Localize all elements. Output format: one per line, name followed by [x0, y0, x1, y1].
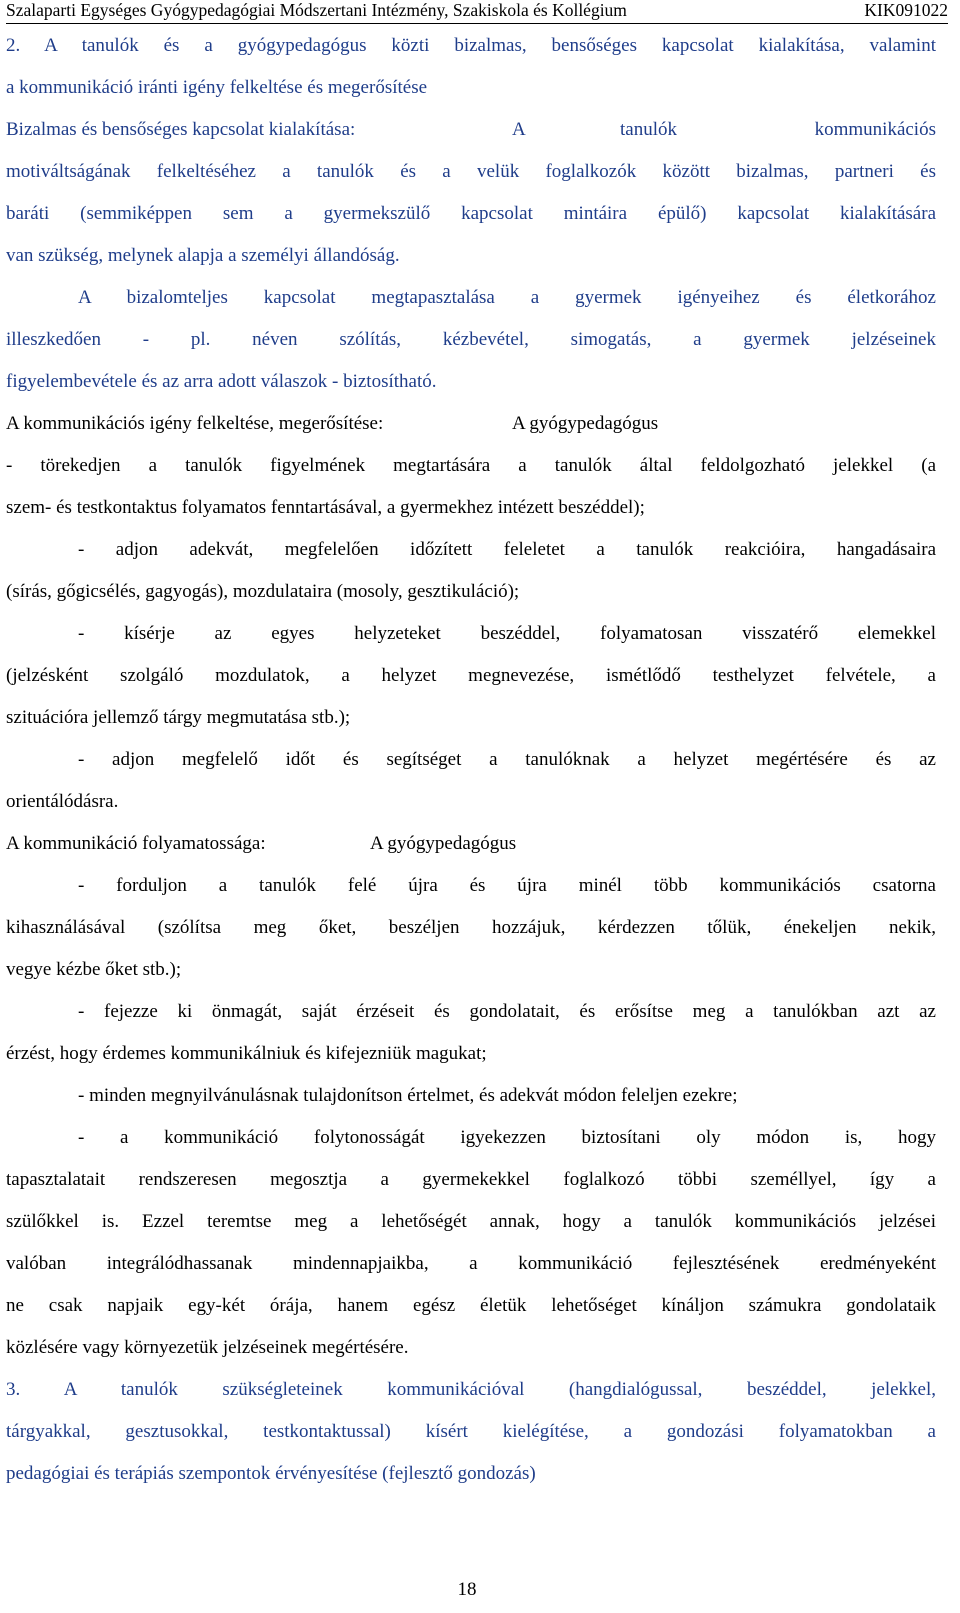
section-2-heading-line-1: 2. A tanulók és a gyógypedagógus közti bizalmas, bensőséges kapcsolat kialakítása, valamint: [6, 35, 936, 56]
body-line: A bizalomteljes kapcsolat megtapasztalása a gyermek igényeihez és életkorához: [78, 287, 936, 308]
subheading-word-a: A: [512, 119, 526, 140]
subheading-communication-need-subject: A gyógypedagógus: [512, 413, 659, 434]
body-line: vegye kézbe őket stb.);: [6, 959, 182, 980]
body-line: - adjon megfelelő időt és segítséget a tanulóknak a helyzet megértésére és az: [78, 749, 936, 770]
body-line: baráti (semmiképpen sem a gyermekszülő kapcsolat mintáira épülő) kapcsolat kialakítására: [6, 203, 936, 224]
body-line: figyelembevétele és az arra adott válaszok - biztosítható.: [6, 371, 437, 392]
body-line: szem- és testkontaktus folyamatos fenntartásával, a gyermekhez intézett beszéddel);: [6, 497, 645, 518]
header-code: KIK091022: [864, 0, 948, 20]
section-2-heading-line-2: a kommunikáció iránti igény felkeltése és megerősítése: [6, 77, 428, 98]
subheading-word-kommunikacios: kommunikációs: [814, 119, 936, 140]
subheading-trust: [6, 118, 960, 142]
subheading-communication-need-label: A kommunikációs igény felkeltése, megerősítése:: [6, 413, 384, 434]
body-line: szituációra jellemző tárgy megmutatása stb.);: [6, 707, 351, 728]
body-line: kihasználásával (szólítsa meg őket, beszéljen hozzájuk, kérdezzen tőlük, énekeljen nekik,: [6, 917, 936, 938]
body-line: ne csak napjaik egy-két órája, hanem egész életük lehetőséget kínáljon számukra gondolataik: [6, 1295, 936, 1316]
body-line: - a kommunikáció folytonosságát igyekezzen biztosítani oly módon is, hogy: [78, 1127, 936, 1148]
body-line: (sírás, gőgicsélés, gagyogás), mozdulataira (mosoly, gesztikuláció);: [6, 581, 520, 602]
body-line: orientálódásra.: [6, 791, 119, 812]
body-line: - kísérje az egyes helyzeteket beszéddel, folyamatosan visszatérő elemekkel: [78, 623, 936, 644]
body-line: - törekedjen a tanulók figyelmének megtartására a tanulók által feldolgozható jelekkel (a: [6, 455, 936, 476]
body-line: illeszkedően - pl. néven szólítás, kézbevétel, simogatás, a gyermek jelzéseinek: [6, 329, 936, 350]
subheading-word-tanulok: tanulók: [620, 119, 677, 140]
body-line: közlésére vagy környezetük jelzéseinek megértésére.: [6, 1337, 409, 1358]
header-institution: Szalaparti Egységes Gyógypedagógiai Módszertani Intézmény, Szakiskola és Kollégium: [6, 0, 627, 20]
body-line: van szükség, melynek alapja a személyi állandóság.: [6, 245, 400, 266]
page-number: 18: [457, 1579, 477, 1600]
subheading-continuity-subject: A gyógypedagógus: [370, 833, 517, 854]
body-line: valóban integrálódhassanak mindennapjaikba, a kommunikáció fejlesztésének eredményeként: [6, 1253, 936, 1274]
section-3-heading-line-3: pedagógiai és terápiás szempontok érvényesítése (fejlesztő gondozás): [6, 1463, 536, 1484]
header-rule: [6, 23, 948, 24]
body-line: (jelzésként szolgáló mozdulatok, a helyzet megnevezése, ismétlődő testhelyzet felvétele, a: [6, 665, 936, 686]
body-line: motiváltságának felkeltéséhez a tanulók és a velük foglalkozók között bizalmas, partneri és: [6, 161, 936, 182]
body-line: - minden megnyilvánulásnak tulajdonítson értelmet, és adekvát módon feleljen ezekre;: [78, 1085, 738, 1106]
body-line: - adjon adekvát, megfelelően időzített feleletet a tanulók reakcióira, hangadásaira: [78, 539, 936, 560]
body-line: - forduljon a tanulók felé újra és újra minél több kommunikációs csatorna: [78, 875, 936, 896]
subheading-continuity-label: A kommunikáció folyamatossága:: [6, 833, 266, 854]
body-line: szülőkkel is. Ezzel teremtse meg a lehetőségét annak, hogy a tanulók kommunikációs jelzései: [6, 1211, 936, 1232]
section-3-heading-line-2: tárgyakkal, gesztusokkal, testkontaktussal) kísért kielégítése, a gondozási folyamatokban a: [6, 1421, 936, 1442]
page-header: [0, 0, 948, 20]
body-line: érzést, hogy érdemes kommunikálniuk és kifejezniük magukat;: [6, 1043, 487, 1064]
subheading-continuity: [6, 832, 960, 856]
body-line: - fejezze ki önmagát, saját érzéseit és gondolatait, és erősítse meg a tanulókban azt az: [78, 1001, 936, 1022]
subheading-communication-need: [6, 412, 960, 436]
body-line: tapasztalatait rendszeresen megosztja a gyermekekkel foglalkozó többi személlyel, így a: [6, 1169, 936, 1190]
subheading-trust-label: Bizalmas és bensőséges kapcsolat kialakítása:: [6, 119, 356, 140]
section-3-heading-line-1: 3. A tanulók szükségleteinek kommunikációval (hangdialógussal, beszéddel, jelekkel,: [6, 1379, 936, 1400]
